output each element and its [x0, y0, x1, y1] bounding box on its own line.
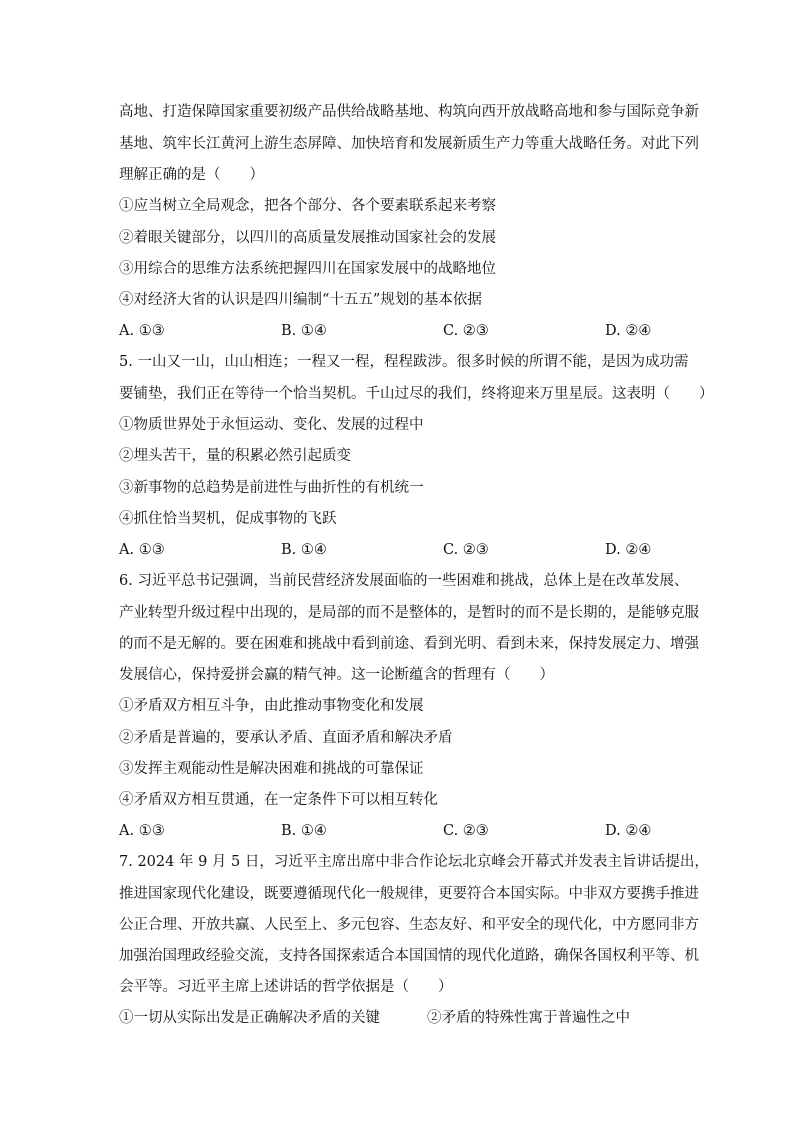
q6-option-b[interactable]: B. ①④	[281, 823, 327, 839]
q6-statement-4: ④矛盾双方相互贯通，在一定条件下可以相互转化	[119, 792, 438, 808]
q4-stem-line-2: 基地、筑牢长江黄河上游生态屏障、加快培育和发展新质生产力等重大战略任务。对此下列	[119, 136, 699, 152]
q7-stem-line-2: 推进国家现代化建设，既要遵循现代化一般规律，更要符合本国实际。中非双方要携手推进	[119, 886, 699, 902]
q6-stem-line-1: 6. 习近平总书记强调，当前民营经济发展面临的一些困难和挑战，总体上是在改革发展、	[119, 573, 689, 589]
q4-options	[119, 321, 659, 341]
q5-option-b[interactable]: B. ①④	[281, 542, 327, 558]
q5-option-d[interactable]: D. ②④	[605, 542, 652, 558]
q6-option-d[interactable]: D. ②④	[605, 823, 652, 839]
q6-option-a[interactable]: A. ①③	[119, 823, 165, 839]
q5-statement-1: ①物质世界处于永恒运动、变化、发展的过程中	[119, 417, 424, 433]
q7-statements-row	[119, 1008, 639, 1028]
q4-option-a[interactable]: A. ①③	[119, 323, 165, 339]
q5-statement-4: ④抓住恰当契机，促成事物的飞跃	[119, 511, 337, 527]
q6-statement-2: ②矛盾是普遍的，要承认矛盾、直面矛盾和解决矛盾	[119, 730, 453, 746]
q6-stem-line-3: 的而不是无解的。要在困难和挑战中看到前途、看到光明、看到未来，保持发展定力、增强	[119, 636, 699, 652]
q6-statement-1: ①矛盾双方相互斗争，由此推动事物变化和发展	[119, 698, 424, 714]
q4-statement-2: ②着眼关键部分，以四川的高质量发展推动国家社会的发展	[119, 230, 496, 246]
q5-option-c[interactable]: C. ②③	[443, 542, 489, 558]
q6-statement-3: ③发挥主观能动性是解决困难和挑战的可靠保证	[119, 761, 424, 777]
q7-stem-line-5: 会平等。习近平主席上述讲话的哲学依据是（ ）	[119, 979, 453, 995]
q7-statement-2: ②矛盾的特殊性寓于普遍性之中	[427, 1010, 630, 1026]
q7-statement-1: ①一切从实际出发是正确解决矛盾的关键	[119, 1010, 380, 1026]
q6-stem-line-2: 产业转型升级过程中出现的，是局部的而不是整体的，是暂时的而不是长期的，是能够克服	[119, 605, 699, 621]
q5-stem-line-2: 要铺垫，我们正在等待一个恰当契机。千山过尽的我们，终将迎来万里星辰。这表明（ ）	[119, 386, 714, 402]
q5-option-a[interactable]: A. ①③	[119, 542, 165, 558]
q5-statement-2: ②埋头苦干，量的积累必然引起质变	[119, 448, 351, 464]
q4-option-d[interactable]: D. ②④	[605, 323, 652, 339]
q4-statement-4: ④对经济大省的认识是四川编制“十五五”规划的基本依据	[119, 292, 482, 308]
q4-option-c[interactable]: C. ②③	[443, 323, 489, 339]
q4-stem-line-1: 高地、打造保障国家重要初级产品供给战略基地、构筑向西开放战略高地和参与国际竞争新	[119, 104, 699, 120]
q5-statement-3: ③新事物的总趋势是前进性与曲折性的有机统一	[119, 480, 424, 496]
q4-option-b[interactable]: B. ①④	[281, 323, 327, 339]
q4-statement-1: ①应当树立全局观念，把各个部分、各个要素联系起来考察	[119, 198, 496, 214]
q5-stem-line-1: 5. 一山又一山，山山相连；一程又一程，程程跋涉。很多时候的所谓不能，是因为成功需	[119, 354, 689, 370]
q6-options	[119, 821, 659, 841]
q7-stem-line-1: 7. 2024 年 9 月 5 日，习近平主席出席中非合作论坛北京峰会开幕式并发表主旨讲话提出，	[119, 854, 709, 870]
q7-stem-line-3: 公正合理、开放共赢、人民至上、多元包容、生态友好、和平安全的现代化，中方愿同非方	[119, 917, 699, 933]
q6-stem-line-4: 发展信心，保持爱拼会赢的精气神。这一论断蕴含的哲理有（ ）	[119, 667, 554, 683]
q6-option-c[interactable]: C. ②③	[443, 823, 489, 839]
q5-options	[119, 540, 659, 560]
q4-statement-3: ③用综合的思维方法系统把握四川在国家发展中的战略地位	[119, 261, 496, 277]
q7-stem-line-4: 加强治国理政经验交流，支持各国探索适合本国国情的现代化道路，确保各国权利平等、机	[119, 948, 699, 964]
q4-stem-line-3: 理解正确的是（ ）	[119, 167, 264, 183]
